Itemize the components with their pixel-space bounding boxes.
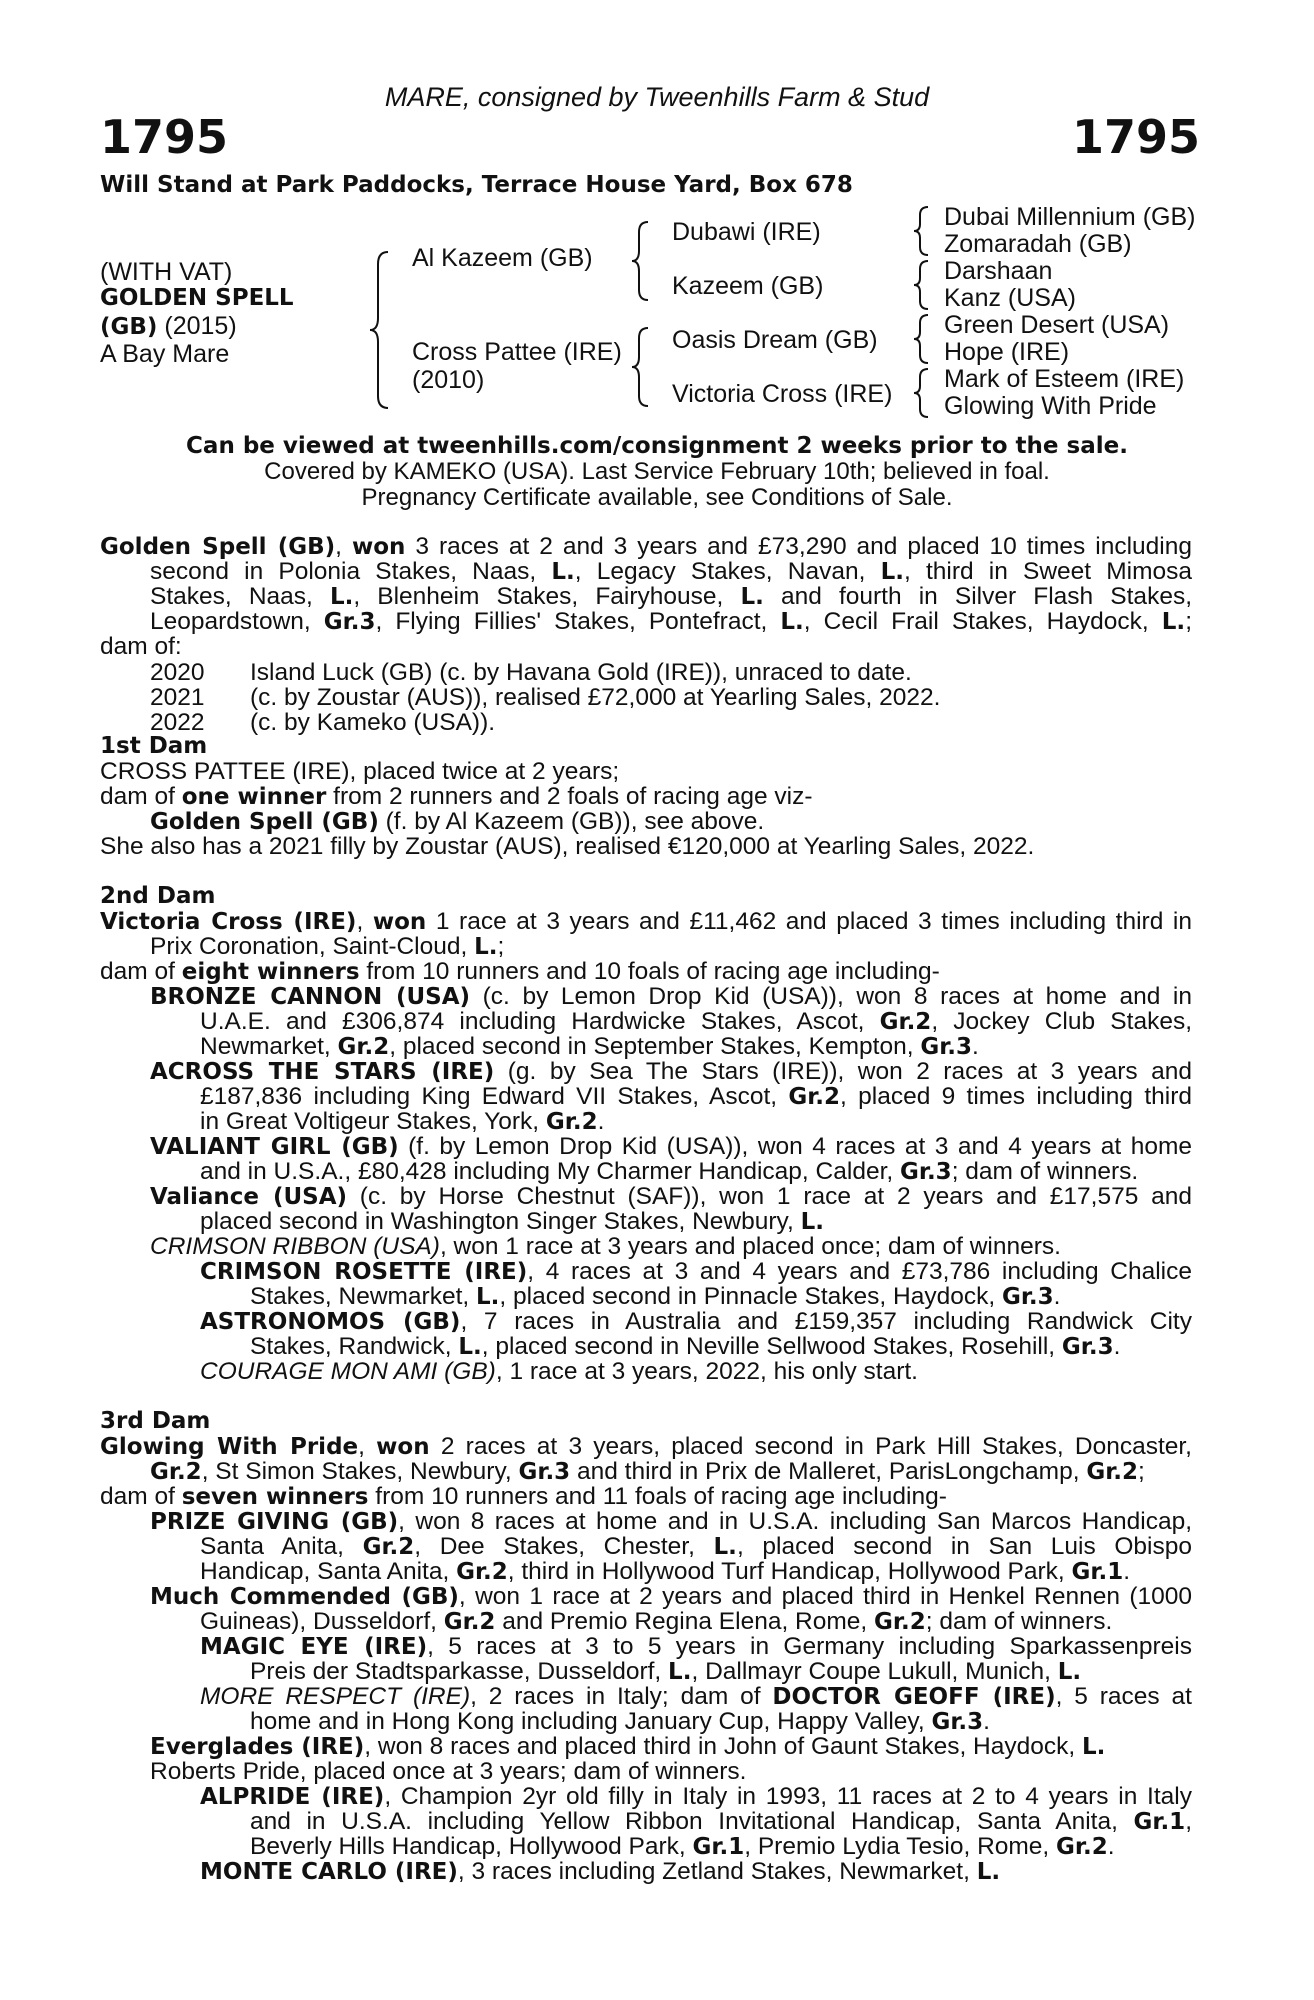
d2-line — [200, 1034, 1192, 1060]
brace-dam — [630, 326, 654, 408]
text: ; dam of winners. — [951, 1158, 1139, 1185]
listed: L. — [476, 1284, 500, 1310]
d3-line — [150, 1734, 1192, 1760]
text: , Jockey Club Stakes, — [931, 1008, 1192, 1035]
d3-line: Roberts Pride, placed once at 3 years; dam of winners. — [150, 1758, 747, 1785]
text: , Legacy Stakes, Navan, — [574, 558, 881, 585]
text: Prix Coronation, Saint-Cloud, — [150, 933, 475, 960]
winners-count: one winner — [181, 784, 327, 810]
text: Beverly Hills Handicap, Hollywood Park, — [250, 1833, 693, 1860]
text: Handicap, Santa Anita, — [200, 1558, 457, 1585]
dam-year: (2010) — [412, 366, 485, 394]
d3-line — [150, 1509, 1192, 1535]
sire-sire: Dubawi (IRE) — [672, 218, 821, 246]
d2-line — [200, 1359, 1192, 1384]
text: , 2 races in Italy; dam of — [470, 1683, 773, 1710]
gs-name: Golden Spell (GB) — [100, 534, 336, 560]
horse-name: Much Commended (GB) — [150, 1584, 459, 1610]
d3-line — [100, 1484, 1192, 1510]
d3-line — [200, 1534, 1192, 1560]
d2-line — [150, 1134, 1192, 1160]
text: , 5 races at 3 to 5 years in Germany including Sparkassenpreis — [427, 1633, 1192, 1660]
gs-line-4 — [150, 609, 1192, 635]
grade: Gr.3 — [900, 1159, 952, 1185]
listed: L. — [551, 559, 575, 585]
text: ; dam of winners. — [925, 1608, 1113, 1635]
text: , third in Hollywood Turf Handicap, Hollywood Park, — [507, 1558, 1072, 1585]
text: £187,836 including King Edward VII Stakes, Ascot, — [200, 1083, 789, 1110]
text: Stakes, Naas, — [150, 583, 330, 610]
text: dam of — [100, 783, 182, 810]
d1-line-1: CROSS PATTEE (IRE), placed twice at 2 years; — [100, 758, 620, 785]
dam-sire-dam: Hope (IRE) — [944, 338, 1070, 366]
grade: Gr.1 — [692, 1834, 745, 1860]
d3-line — [250, 1834, 1192, 1860]
horse-name: Glowing With Pride — [100, 1434, 359, 1460]
text: (f. by Al Kazeem (GB)), see above. — [378, 808, 765, 835]
text: 1 race at 3 years and £11,462 and placed 3 times including third in — [426, 908, 1192, 935]
dam-dam-sire: Mark of Esteem (IRE) — [944, 365, 1185, 393]
d2-line — [150, 934, 1192, 960]
grade: Gr.2 — [443, 1609, 496, 1635]
foal-year: 2020 — [150, 659, 205, 686]
dam-sire-sire: Green Desert (USA) — [944, 311, 1170, 339]
text: , won 1 race at 3 years and placed once; dam of winners. — [439, 1233, 1061, 1260]
second-dam-heading: 2nd Dam — [100, 883, 216, 909]
d3-line — [200, 1634, 1192, 1660]
text: . — [1107, 1833, 1115, 1860]
horse-name: BRONZE CANNON (USA) — [150, 984, 471, 1010]
d1-line-3 — [150, 809, 1192, 835]
text: Stakes, Newmarket, — [250, 1283, 477, 1310]
d1-line-2 — [100, 784, 1192, 810]
horse-name: VALIANT GIRL (GB) — [150, 1134, 399, 1160]
dam-sire: Oasis Dream (GB) — [672, 326, 878, 354]
d2-line — [250, 1334, 1192, 1360]
grade: Gr.1 — [1071, 1559, 1124, 1585]
d3-line — [250, 1709, 1192, 1735]
horse-country-year — [100, 312, 237, 341]
sire: Al Kazeem (GB) — [412, 244, 593, 272]
listed: L. — [1161, 609, 1186, 635]
text: , placed 9 times including third — [840, 1083, 1192, 1110]
listed: L. — [329, 584, 354, 610]
horse-country: (GB) — [100, 314, 158, 340]
d2-line — [150, 1184, 1192, 1210]
text: Guineas), Dusseldorf, — [200, 1608, 444, 1635]
grade: Gr.3 — [1061, 1334, 1114, 1360]
horse-name: Victoria Cross (IRE) — [100, 909, 357, 935]
third-dam-heading: 3rd Dam — [100, 1408, 211, 1434]
brace-ds — [912, 313, 934, 365]
horse-name: CRIMSON RIBBON (USA) — [150, 1233, 440, 1260]
text: and in U.S.A., £80,428 including My Charmer Handicap, Calder, — [200, 1158, 900, 1185]
horse-name: Everglades (IRE) — [150, 1734, 365, 1760]
d3-line — [150, 1459, 1192, 1485]
text: , won 8 races and placed third in John of Gaunt Stakes, Haydock, — [364, 1733, 1082, 1760]
text: , won 8 races at home and in U.S.A. including San Marcos Handicap, — [398, 1508, 1192, 1535]
lot-number-left: 1795 — [100, 110, 229, 164]
text: , Flying Fillies' Stakes, Pontefract, — [375, 608, 781, 635]
brace-gen1 — [368, 250, 394, 410]
sire-sire-dam: Zomaradah (GB) — [944, 230, 1132, 258]
gs-l1: 3 races at 2 and 3 years and £73,290 and placed 10 times including — [405, 533, 1192, 560]
dam: Cross Pattee (IRE) — [412, 338, 622, 366]
horse-name: Valiance (USA) — [150, 1184, 348, 1210]
gs-line-3 — [150, 584, 1192, 610]
gs-won: won — [351, 534, 406, 560]
text: ; — [497, 933, 505, 960]
gs-line-1: Golden Spell (GB), won 3 races at 2 and 3 years and £73,290 and placed 10 times including — [100, 533, 1192, 560]
listed: L. — [713, 1534, 737, 1560]
text: , Blenheim Stakes, Fairyhouse, — [353, 583, 741, 610]
text: . — [1113, 1333, 1121, 1360]
text: dam of — [100, 958, 182, 985]
text: 2 races at 3 years, placed second in Park Hill Stakes, Doncaster, — [429, 1433, 1192, 1460]
horse-name: ACROSS THE STARS (IRE) — [150, 1059, 495, 1085]
horse-name: MORE RESPECT (IRE) — [200, 1683, 471, 1710]
listed: L. — [474, 934, 498, 960]
text: second in Polonia Stakes, Naas, — [150, 558, 552, 585]
covered-note: Covered by KAMEKO (USA). Last Service February 10th; believed in foal. — [264, 458, 1050, 485]
foal-detail: (c. by Kameko (USA)). — [250, 709, 496, 736]
text: and fourth in Silver Flash Stakes, — [763, 583, 1192, 610]
d2-line — [250, 1284, 1192, 1310]
won: won — [376, 1434, 430, 1460]
text: home and in Hong Kong including January Cup, Happy Valley, — [250, 1708, 932, 1735]
text: , placed second in September Stakes, Kempton, — [389, 1033, 921, 1060]
text: from 10 runners and 11 foals of racing age including- — [368, 1483, 947, 1510]
grade: Gr.2 — [1086, 1459, 1138, 1485]
grade: Gr.2 — [150, 1459, 202, 1485]
pregnancy-note: Pregnancy Certificate available, see Conditions of Sale. — [361, 484, 953, 511]
text: , St Simon Stakes, Newbury, — [201, 1458, 519, 1485]
brace-sire — [630, 220, 654, 302]
sire-dam-sire: Darshaan — [944, 257, 1053, 285]
brace-ss — [912, 205, 934, 257]
text: ; — [1138, 1458, 1145, 1485]
grade: Gr.2 — [1056, 1834, 1108, 1860]
d2-line — [150, 984, 1192, 1010]
horse-name: COURAGE MON AMI (GB) — [200, 1358, 496, 1385]
text: U.A.E. and £306,874 including Hardwicke Stakes, Ascot, — [200, 1008, 880, 1035]
foal-detail: (c. by Zoustar (AUS)), realised £72,000 at Yearling Sales, 2022. — [250, 684, 941, 711]
d2-line: Victoria Cross (IRE), won 1 race at 3 years and £11,462 and placed 3 times including third in — [100, 908, 1192, 935]
winners-count: eight winners — [181, 959, 360, 985]
listed: L. — [668, 1659, 692, 1685]
grade: Gr.2 — [337, 1034, 390, 1060]
text: . — [972, 1033, 979, 1060]
text: placed second in Washington Singer Stakes, Newbury, — [200, 1208, 801, 1235]
sire-sire-sire: Dubai Millennium (GB) — [944, 203, 1196, 231]
text: from 10 runners and 10 foals of racing age including- — [359, 958, 940, 985]
horse-name: ALPRIDE (IRE) — [200, 1784, 385, 1810]
text: , Dee Stakes, Chester, — [414, 1533, 714, 1560]
d2-line — [200, 1259, 1192, 1285]
d2-line — [200, 1159, 1192, 1185]
listed: L. — [780, 609, 804, 635]
horse-name: DOCTOR GEOFF (IRE) — [772, 1684, 1056, 1710]
grade: Gr.3 — [1001, 1284, 1054, 1310]
d1-line-4: She also has a 2021 filly by Zoustar (AUS), realised €120,000 at Yearling Sales, 2022. — [100, 833, 1035, 860]
text: , won 1 race at 2 years and placed third in Henkel Rennen (1000 — [458, 1583, 1192, 1610]
text: (g. by Sea The Stars (IRE)), won 2 races at 3 years and — [494, 1058, 1192, 1085]
text: (c. by Lemon Drop Kid (USA)), won 8 races at home and in — [470, 983, 1193, 1010]
first-dam-heading: 1st Dam — [100, 733, 208, 759]
foal-detail: Island Luck (GB) (c. by Havana Gold (IRE)), unraced to date. — [250, 659, 912, 686]
text: , placed second in Pinnacle Stakes, Haydock, — [499, 1283, 1002, 1310]
horse-name: MONTE CARLO (IRE) — [200, 1859, 458, 1885]
grade: Gr.2 — [874, 1609, 926, 1635]
horse-year: (2015) — [157, 312, 237, 340]
horse-name: MAGIC EYE (IRE) — [200, 1634, 428, 1660]
text: and Premio Regina Elena, Rome, — [495, 1608, 875, 1635]
horse-name: CRIMSON ROSETTE (IRE) — [200, 1259, 528, 1285]
text: Stakes, Randwick, — [250, 1333, 459, 1360]
text: , 3 races including Zetland Stakes, Newmarket, — [457, 1858, 977, 1885]
grade: Gr.2 — [456, 1559, 508, 1585]
d3-line — [250, 1659, 1192, 1685]
text: . — [1123, 1558, 1131, 1585]
text: , third in Sweet Mimosa — [903, 558, 1193, 585]
text: and in U.S.A. including Yellow Ribbon Invitational Handicap, Santa Anita, — [250, 1808, 1134, 1835]
horse-description: A Bay Mare — [100, 340, 230, 368]
text: , 5 races at — [1055, 1683, 1192, 1710]
listed: L. — [458, 1334, 482, 1360]
d2-line — [200, 1109, 1192, 1135]
consignor-line: MARE, consigned by Tweenhills Farm & Stud — [384, 82, 930, 112]
dam-dam-dam: Glowing With Pride — [944, 392, 1157, 420]
dam-dam: Victoria Cross (IRE) — [672, 380, 893, 408]
text: Leopardstown, — [150, 608, 324, 635]
d3-line: Glowing With Pride, won 2 races at 3 years, placed second in Park Hill Stakes, Doncaster, — [100, 1433, 1192, 1460]
grade: Gr.1 — [1133, 1809, 1186, 1835]
text: , placed second in San Luis Obispo — [736, 1533, 1192, 1560]
stand-location: Will Stand at Park Paddocks, Terrace House Yard, Box 678 — [100, 172, 853, 198]
lot-number-right: 1795 — [1071, 110, 1200, 164]
d3-line — [200, 1559, 1192, 1585]
d3-line — [200, 1609, 1192, 1635]
gs-dam-of: dam of: — [100, 633, 182, 660]
sire-dam: Kazeem (GB) — [672, 272, 824, 300]
d3-line — [250, 1809, 1192, 1835]
horse-name: PRIZE GIVING (GB) — [150, 1509, 399, 1535]
sire-dam-dam: Kanz (USA) — [944, 284, 1076, 312]
d2-line — [200, 1084, 1192, 1110]
text: and third in Prix de Malleret, ParisLongchamp, — [570, 1458, 1087, 1485]
d3-line — [200, 1859, 1192, 1885]
text: , Premio Lydia Tesio, Rome, — [744, 1833, 1057, 1860]
text: , — [1185, 1808, 1192, 1835]
text: , 1 race at 3 years, 2022, his only start. — [495, 1358, 918, 1385]
grade: Gr.2 — [879, 1009, 932, 1035]
text: . — [1053, 1283, 1061, 1310]
text: Santa Anita, — [200, 1533, 363, 1560]
gs-line-2 — [150, 559, 1192, 585]
text: (c. by Horse Chestnut (SAF)), won 1 race at 2 years and £17,575 and — [347, 1183, 1192, 1210]
text: (f. by Lemon Drop Kid (USA)), won 4 races at 3 and 4 years at home — [398, 1133, 1192, 1160]
d3-line — [150, 1584, 1192, 1610]
vat-note: (WITH VAT) — [100, 258, 233, 286]
listed: L. — [1057, 1659, 1082, 1685]
grade: Gr.2 — [545, 1109, 598, 1135]
d2-line — [150, 1234, 1192, 1259]
foal-year: 2022 — [150, 709, 205, 736]
text: . — [983, 1708, 990, 1735]
winners-count: seven winners — [181, 1484, 369, 1510]
text: in Great Voltigeur Stakes, York, — [200, 1108, 546, 1135]
text: ; — [1185, 608, 1192, 635]
text: , placed second in Neville Sellwood Stakes, Rosehill, — [481, 1333, 1062, 1360]
text: from 2 runners and 2 foals of racing age viz- — [326, 783, 813, 810]
d2-line — [200, 1309, 1192, 1335]
viewing-note: Can be viewed at tweenhills.com/consignment 2 weeks prior to the sale. — [186, 433, 1128, 459]
grade: Gr.3 — [931, 1709, 984, 1735]
grade: Gr.2 — [788, 1084, 841, 1110]
grade: Gr.3 — [920, 1034, 973, 1060]
d2-line — [100, 959, 1192, 985]
horse-name: Golden Spell (GB) — [150, 809, 379, 835]
text: dam of — [100, 1483, 182, 1510]
listed: L. — [740, 584, 764, 610]
d3-line — [200, 1684, 1192, 1710]
d2-line — [200, 1009, 1192, 1035]
grade: Gr.2 — [362, 1534, 415, 1560]
foal-year: 2021 — [150, 684, 205, 711]
listed: L. — [1082, 1734, 1106, 1760]
d3-line — [200, 1784, 1192, 1810]
won: won — [372, 909, 427, 935]
horse-name: GOLDEN SPELL — [100, 285, 294, 311]
listed: L. — [976, 1859, 1001, 1885]
brace-dd — [912, 367, 934, 419]
grade: Gr.3 — [323, 609, 376, 635]
text: , 4 races at 3 and 4 years and £73,786 including Chalice — [527, 1258, 1192, 1285]
text: , Champion 2yr old filly in Italy in 1993, 11 races at 2 to 4 years in Italy — [384, 1783, 1192, 1810]
brace-sd — [912, 259, 934, 311]
text: , Dallmayr Coupe Lukull, Munich, — [691, 1658, 1058, 1685]
d2-line — [150, 1059, 1192, 1085]
listed: L. — [800, 1209, 824, 1235]
horse-name: ASTRONOMOS (GB) — [200, 1309, 461, 1335]
listed: L. — [880, 559, 904, 585]
text: , Cecil Frail Stakes, Haydock, — [803, 608, 1162, 635]
text: Newmarket, — [200, 1033, 338, 1060]
d2-line — [200, 1209, 1192, 1235]
grade: Gr.3 — [518, 1459, 571, 1485]
text: Preis der Stadtsparkasse, Dusseldorf, — [250, 1658, 669, 1685]
text: . — [597, 1108, 605, 1135]
text: , 7 races in Australia and £159,357 including Randwick City — [460, 1308, 1192, 1335]
